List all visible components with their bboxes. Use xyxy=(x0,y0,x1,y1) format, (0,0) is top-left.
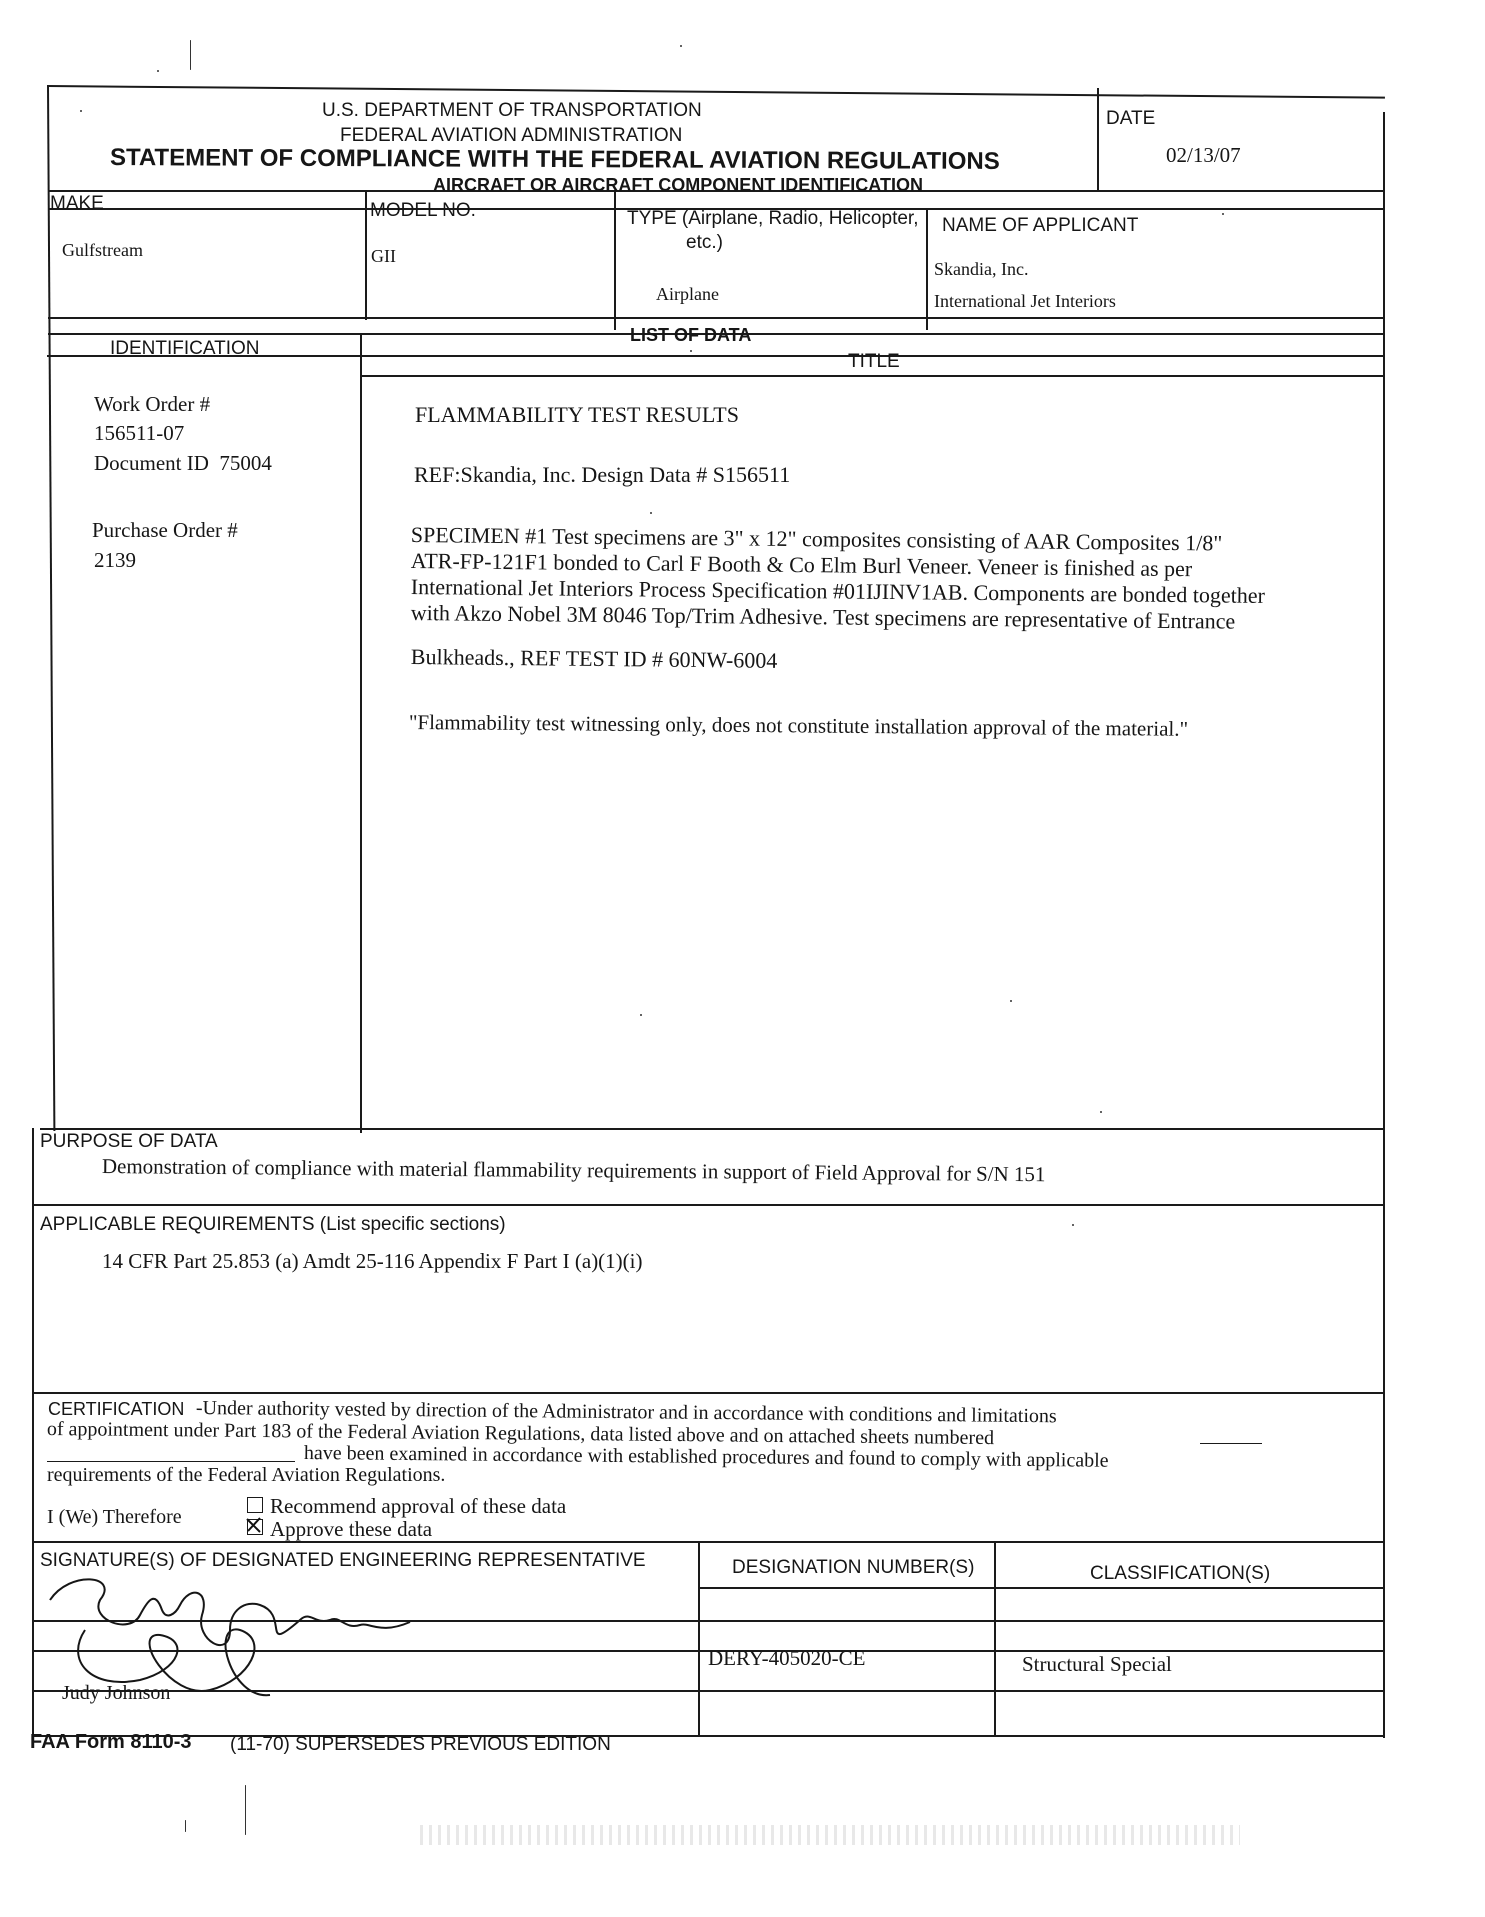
certification-line-2: of appointment under Part 183 of the Federal Aviation Regulations, data listed above and on attached sheets numbered xyxy=(46,1418,995,1450)
design-reference: REF:Skandia, Inc. Design Data # S156511 xyxy=(414,462,791,487)
form-title: STATEMENT OF COMPLIANCE WITH THE FEDERAL AVIATION REGULATIONS xyxy=(109,144,1000,175)
agency-line-2: FEDERAL AVIATION ADMINISTRATION xyxy=(340,125,683,146)
signature-label: SIGNATURE(S) OF DESIGNATED ENGINEERING REPRESENTATIVE xyxy=(40,1550,646,1571)
make-value: Gulfstream xyxy=(62,240,143,260)
model-value: GII xyxy=(371,246,396,266)
certification-line-1: -Under authority vested by direction of the Administrator and in accordance with conditions and limitations xyxy=(195,1397,1057,1428)
recommend-option-label: Recommend approval of these data xyxy=(270,1494,567,1518)
specimen-line-4: with Akzo Nobel 3M 8046 Top/Trim Adhesive. Test specimens are representative of Entrance xyxy=(410,600,1236,634)
title-heading: FLAMMABILITY TEST RESULTS xyxy=(415,402,739,427)
certification-label: CERTIFICATION xyxy=(48,1399,185,1419)
therefore-label: I (We) Therefore xyxy=(47,1506,182,1528)
designation-label: DESIGNATION NUMBER(S) xyxy=(732,1557,975,1578)
specimen-line-5: Bulkheads., REF TEST ID # 60NW-6004 xyxy=(410,644,778,673)
work-order-label: Work Order # xyxy=(94,392,211,416)
specimen-line-3: International Jet Interiors Process Specification #01IJINV1AB. Components are bonded together xyxy=(410,574,1266,608)
certification-line-3: have been examined in accordance with established procedures and found to comply with applicable xyxy=(303,1442,1109,1472)
aircraft-section-title: AIRCRAFT OR AIRCRAFT COMPONENT IDENTIFICATION xyxy=(433,175,923,195)
agency-line-1: U.S. DEPARTMENT OF TRANSPORTATION xyxy=(322,100,702,121)
form-number: FAA Form 8110-3 xyxy=(30,1731,192,1753)
type-label: TYPE (Airplane, Radio, Helicopter, xyxy=(627,208,919,229)
sheets-blank-line xyxy=(47,1461,295,1462)
specimen-line-2: ATR-FP-121F1 bonded to Carl F Booth & Co Elm Burl Veneer. Veneer is finished as per xyxy=(410,548,1193,582)
applicant-company: International Jet Interiors xyxy=(934,291,1116,311)
recommend-checkbox[interactable] xyxy=(247,1497,263,1513)
work-order-value: 156511-07 xyxy=(94,421,185,445)
purchase-order-label: Purchase Order # xyxy=(92,518,238,542)
classification-value: Structural Special xyxy=(1022,1652,1172,1676)
list-of-data-title: LIST OF DATA xyxy=(630,325,752,345)
document-id: Document ID 75004 xyxy=(94,451,272,475)
signer-name: Judy Johnson xyxy=(62,1682,171,1704)
certification-line-4: requirements of the Federal Aviation Regulations. xyxy=(47,1464,446,1486)
designation-value: DERY-405020-CE xyxy=(708,1646,866,1670)
faint-bottom-noise xyxy=(420,1825,1240,1845)
title-header: TITLE xyxy=(848,351,900,372)
identification-header: IDENTIFICATION xyxy=(110,338,260,359)
form-edition: (11-70) SUPERSEDES PREVIOUS EDITION xyxy=(230,1734,611,1755)
type-value: Airplane xyxy=(656,284,719,304)
purpose-text: Demonstration of compliance with material flammability requirements in support of Field Approval for S/N 151 xyxy=(101,1154,1046,1187)
requirements-text: 14 CFR Part 25.853 (a) Amdt 25-116 Appendix F Part I (a)(1)(i) xyxy=(102,1249,643,1273)
make-label: MAKE xyxy=(50,193,104,214)
approve-option-label: Approve these data xyxy=(270,1517,433,1541)
date-value: 02/13/07 xyxy=(1166,143,1241,167)
purchase-order-value: 2139 xyxy=(94,548,136,572)
purpose-label: PURPOSE OF DATA xyxy=(40,1131,218,1152)
requirements-label: APPLICABLE REQUIREMENTS (List specific sections) xyxy=(40,1214,506,1235)
specimen-line-1: SPECIMEN #1 Test specimens are 3" x 12" composites consisting of AAR Composites 1/8" xyxy=(410,522,1223,556)
model-label: MODEL NO. xyxy=(370,200,476,221)
type-label-cont: etc.) xyxy=(686,232,723,253)
approve-checkbox[interactable] xyxy=(247,1519,263,1535)
disclaimer: "Flammability test witnessing only, does not constitute installation approval of the material." xyxy=(408,710,1189,741)
applicant-label: NAME OF APPLICANT xyxy=(942,215,1139,236)
sheets-trailing-line xyxy=(1200,1443,1262,1444)
date-label: DATE xyxy=(1106,108,1156,129)
applicant-name: Skandia, Inc. xyxy=(934,259,1029,279)
check-mark-icon xyxy=(245,1516,263,1534)
classification-label: CLASSIFICATION(S) xyxy=(1090,1563,1271,1584)
